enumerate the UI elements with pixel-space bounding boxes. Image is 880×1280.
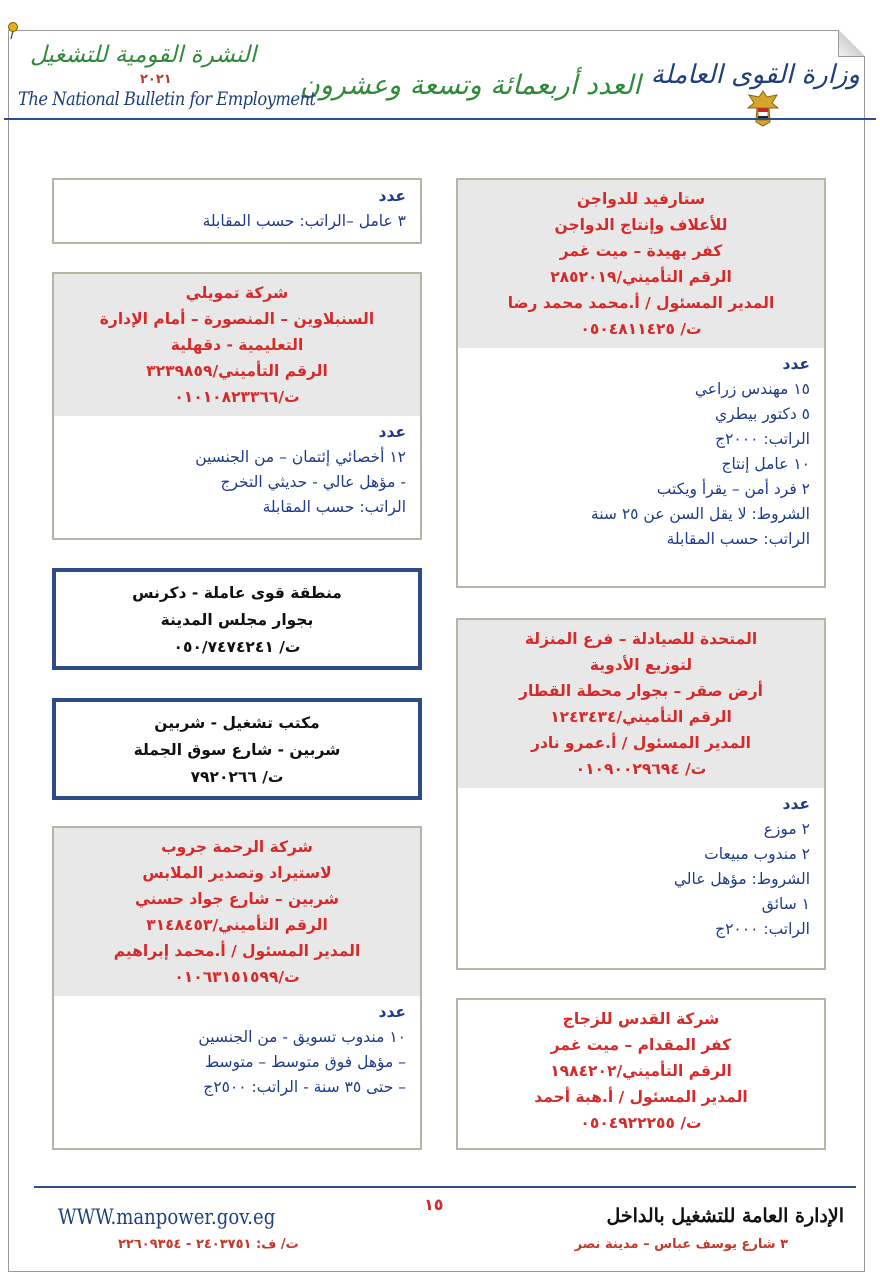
- ministry-title: وزارة القوى العاملة: [650, 60, 860, 90]
- ad-starfeed: [456, 178, 826, 588]
- company-info: ستارفيد للدواجن للأعلاف وإنتاج الدواجن كفر بهيدة – ميت غمر الرقم التأميني/٢٨٥٢٠١٩ المدير المسئول / أ.محمد محمد رضا ت/ ٠٥٠٤٨١١٤٢٥: [458, 180, 824, 348]
- ad-united-pharmacists: [456, 618, 826, 970]
- job-details: عدد ١٥ مهندس زراعي ٥ دكتور بيطري الراتب: ٢٠٠٠ج ١٠ عامل إنتاج ٢ فرد أمن – يقرأ ويكتب الشروط: لا يقل السن عن ٢٥ سنة الراتب: حسب المقابلة: [590, 355, 810, 548]
- page-curl: [838, 30, 865, 57]
- pushpin-icon: [6, 22, 20, 40]
- page-number: ١٥: [424, 1195, 444, 1214]
- bulletin-name-arabic: النشرة القومية للتشغيل: [30, 42, 257, 68]
- office-sherbin: [52, 698, 422, 800]
- ad-tamweely: [52, 272, 422, 540]
- ad-al-quds-glass: [456, 998, 826, 1150]
- company-info: المتحدة للصيادلة – فرع المنزلة لتوزيع الأدوية أرض صقر – بجوار محطة القطار الرقم التأميني/١٢٤٣٤٣٤ المدير المسئول / أ.عمرو نادر ت/ ٠١٠٩٠٠٢٩٦٩٤: [458, 620, 824, 788]
- job-details: عدد ١٠ مندوب تسويق - من الجنسين – مؤهل فوق متوسط – متوسط – حتى ٣٥ سنة - الراتب: ٢٥٠٠ج: [198, 1003, 406, 1096]
- job-details: عدد ١٢ أخصائي إئتمان – من الجنسين - مؤهل عالي - حديثي التخرج الراتب: حسب المقابلة: [195, 423, 406, 516]
- footer-divider: [34, 1186, 856, 1188]
- office-info: مكتب تشغيل - شربين شربين - شارع سوق الجملة ت/ ٧٩٢٠٢٦٦: [133, 714, 341, 786]
- office-info: منطقة قوى عاملة - دكرنس بجوار مجلس المدينة ت/ ٠٥٠/٧٤٧٤٢٤١: [132, 584, 342, 656]
- company-info: شركة القدس للزجاج كفر المقدام – ميت غمر الرقم التأميني/١٩٨٤٢٠٢ المدير المسئول / أ.هبة أحمد ت/ ٠٥٠٤٩٢٢٢٥٥: [458, 1000, 824, 1142]
- footer-website-link[interactable]: WWW.manpower.gov.eg: [58, 1205, 276, 1229]
- eagle-emblem-icon: [744, 88, 782, 128]
- ad-workers: [52, 178, 422, 244]
- bulletin-year: ٢٠٢١: [140, 72, 172, 87]
- issue-title: العدد أربعمائة وتسعة وعشرون: [300, 70, 641, 101]
- company-info: شركة تمويلي السنبلاوين – المنصورة – أمام الإدارة التعليمية - دقهلية الرقم التأميني/٣٢٣٩٨٥٩ ت/٠١٠١٠٨٢٣٣٦٦: [54, 274, 420, 416]
- job-details: عدد ٣ عامل –الراتب: حسب المقابلة: [202, 187, 406, 230]
- footer-department: الإدارة العامة للتشغيل بالداخل: [606, 1205, 844, 1227]
- header-divider: [4, 118, 876, 120]
- footer-address: ٣ شارع يوسف عباس – مدينة نصر: [574, 1237, 788, 1252]
- ad-al-rahma-group: [52, 826, 422, 1150]
- job-details: عدد ٢ موزع ٢ مندوب مبيعات الشروط: مؤهل عالي ١ سائق الراتب: ٢٠٠٠ج: [673, 795, 810, 938]
- footer-phone: ت/ ف: ٢٤٠٣٧٥١ - ٢٢٦٠٩٣٥٤: [118, 1237, 299, 1252]
- company-info: شركة الرحمة جروب لاستيراد وتصدير الملابس شربين – شارع جواد حسني الرقم التأميني/٣١٤٨٤٥٣ المدير المسئول / أ.محمد إبراهيم ت/٠١٠٦٣١٥١٥٩٩: [54, 828, 420, 996]
- office-dekernes: [52, 568, 422, 670]
- bulletin-name-english: The National Bulletin for Employment: [18, 88, 316, 110]
